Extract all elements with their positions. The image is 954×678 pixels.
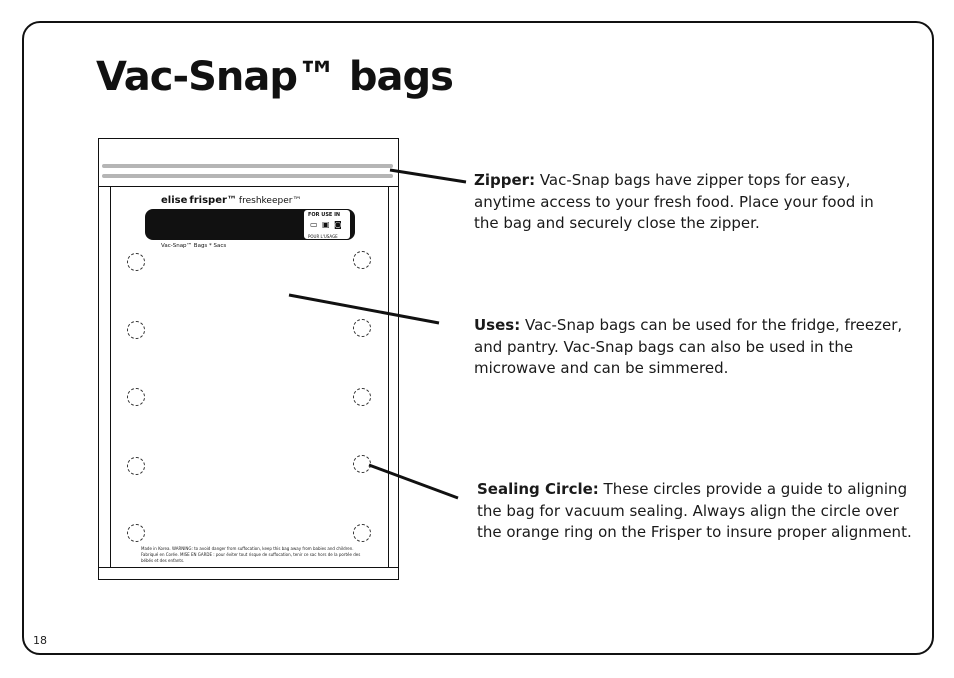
vac-snap-bag-illustration (98, 138, 399, 580)
sealing-circle (127, 321, 145, 339)
use-label-top: FOR USE IN (308, 212, 341, 218)
sealing-circle (353, 455, 371, 473)
bag-fine-print: Made in Korea. WARNING: to avoid danger from suffocation, keep this bag away from babies and children. Fabriqué en Corée. MISE EN GARDE : pour éviter tout risque de suffocation, tenir ce sac hors de la portée des bébés et des enfants. (141, 546, 361, 563)
page-title: Vac-Snap™ bags (96, 54, 453, 100)
sealing-circle (127, 253, 145, 271)
sealing-circle (353, 319, 371, 337)
zipper-callout-text: Vac-Snap bags have zipper tops for easy, anytime access to your fresh food. Place your food in the bag and securely close the zipper. (474, 171, 874, 232)
bag-brand-row (161, 195, 301, 206)
uses-callout (474, 315, 904, 380)
fridge-icon: ▭ (310, 220, 318, 229)
bag-side-seams (110, 186, 389, 568)
sealing-circle-callout-text: These circles provide a guide to aligning the bag for vacuum sealing. Always align the circle over the orange ring on the Frisper to insure proper alignment. (477, 480, 912, 541)
sealing-circle-callout-heading: Sealing Circle: (477, 480, 599, 498)
zipper-track-lower (102, 174, 393, 178)
bag-bottom-seam (99, 567, 398, 568)
sealing-circle (353, 388, 371, 406)
zipper-callout (474, 170, 884, 235)
zipper-callout-heading: Zipper: (474, 171, 536, 189)
use-label-bottom: POUR L'USAGE (308, 234, 338, 239)
brand-logo: elise (161, 195, 188, 206)
product-subname: freshkeeper™ (238, 196, 302, 206)
uses-callout-heading: Uses: (474, 316, 521, 334)
uses-callout-text: Vac-Snap bags can be used for the fridge, freezer, and pantry. Vac-Snap bags can also be used in the microwave and can be simmered. (474, 316, 903, 377)
bag-use-label (303, 209, 351, 240)
product-name: frisper™ (189, 195, 237, 206)
sealing-circle (127, 388, 145, 406)
sealing-circle-callout (477, 479, 917, 544)
sealing-circle (353, 524, 371, 542)
sealing-circle (127, 524, 145, 542)
bag-subtitle: Vac-Snap™ Bags * Sacs (161, 243, 227, 249)
zipper-track-upper (102, 164, 393, 168)
pot-icon: ◙ (334, 220, 342, 229)
page-number: 18 (33, 634, 47, 647)
sealing-circle (353, 251, 371, 269)
sealing-circle (127, 457, 145, 475)
jar-icon: ▣ (322, 220, 330, 229)
